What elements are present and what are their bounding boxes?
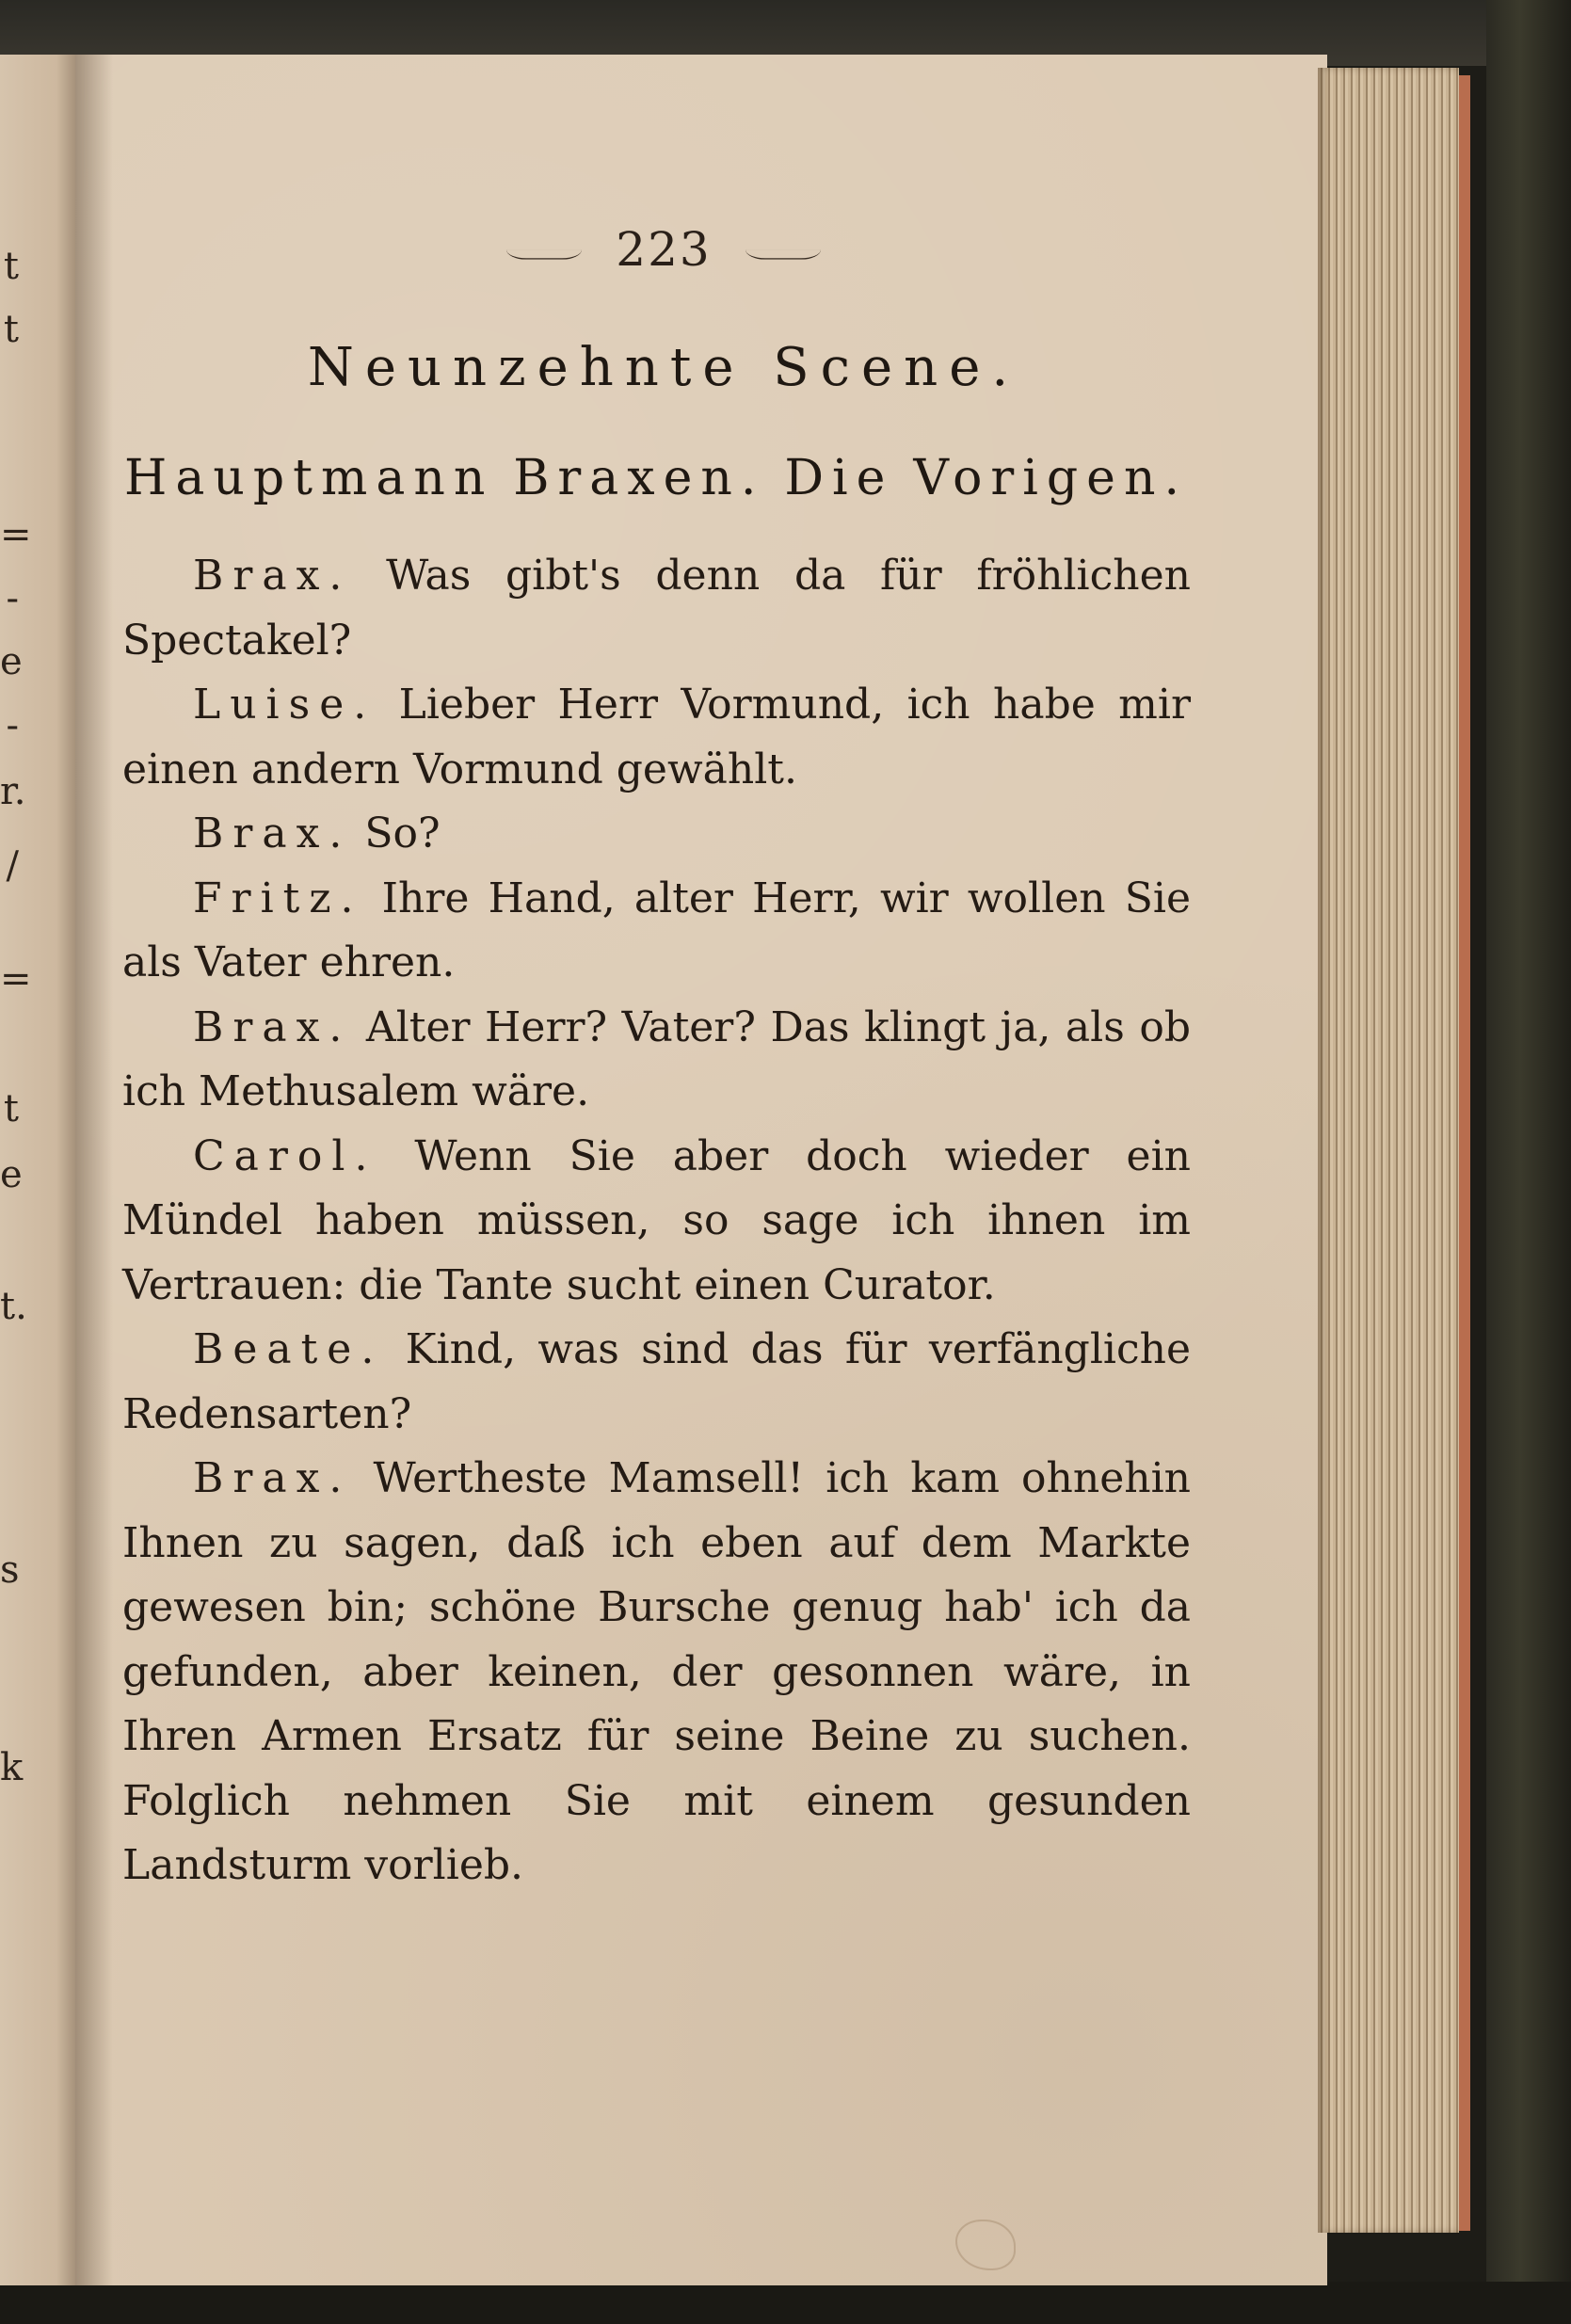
speech <box>122 1447 1191 1899</box>
page-number: 223 <box>616 222 712 277</box>
margin-fragment: - <box>6 577 19 620</box>
ornament-right-icon <box>745 249 821 260</box>
speech-text: Wenn Sie aber doch wieder ein Mündel haben müssen, so sage ich ihnen im Vertrauen: die Tante sucht einen Curator. <box>122 1131 1191 1309</box>
book-cover-bottom <box>0 2282 1571 2324</box>
red-page-edge <box>1459 75 1470 2231</box>
speech-text: Alter Herr? Vater? Das klingt ja, als ob ich Methusalem wäre. <box>122 1002 1191 1115</box>
margin-fragment: = <box>0 957 32 1001</box>
speech-text: Wertheste Mamsell! ich kam ohnehin Ihnen zu sagen, daß ich eben auf dem Markte gewesen bin; schöne Bursche genug hab' ich da gefunden, aber keinen, der gesonnen wäre, in Ihren Armen Ersatz für seine Beine zu suchen. Folglich nehmen Sie mit einem gesunden Landsturm vorlieb. <box>122 1454 1191 1889</box>
margin-fragment: s <box>0 1548 20 1592</box>
margin-fragment: t <box>3 1087 19 1130</box>
speaker-name: Brax. <box>193 1454 352 1502</box>
speaker-name: Brax. <box>193 1002 352 1051</box>
cast-word: Vorigen. <box>913 450 1188 506</box>
speaker-name: Luise. <box>193 681 377 729</box>
margin-fragment: t <box>3 245 19 288</box>
book-cover-right <box>1486 0 1571 2324</box>
margin-fragment: t <box>3 308 19 351</box>
scene-title: Neunzehnte Scene. <box>307 337 1020 398</box>
speaker-name: Fritz. <box>193 874 363 922</box>
page-header <box>75 222 1252 277</box>
dialogue-text <box>122 544 1191 1899</box>
margin-fragment: r. <box>0 770 26 813</box>
margin-fragment: k <box>0 1746 24 1789</box>
ornament-left-icon <box>506 249 582 260</box>
page-edge-stack <box>1318 68 1459 2233</box>
book-page <box>75 55 1327 2285</box>
cast-word: Die <box>784 450 894 506</box>
margin-fragment: e <box>0 640 23 683</box>
margin-fragment: e <box>0 1153 23 1196</box>
speech <box>122 867 1191 996</box>
speech <box>122 544 1191 673</box>
previous-page-strip <box>0 55 77 2285</box>
speaker-name: Carol. <box>193 1131 377 1180</box>
speech-text: Kind, was sind das für verfängliche Redensarten? <box>122 1325 1191 1438</box>
margin-fragment: / <box>6 844 19 888</box>
speech <box>122 996 1191 1125</box>
gutter-shadow <box>75 55 113 2285</box>
margin-fragment: t. <box>0 1285 27 1328</box>
speech-text: So? <box>364 809 441 857</box>
cast-word: Hauptmann <box>124 450 494 506</box>
speech <box>122 1318 1191 1447</box>
speech <box>122 802 1191 867</box>
speaker-name: Brax. <box>193 552 352 600</box>
cast-word: Braxen. <box>513 450 765 506</box>
paper-stain <box>955 2220 1016 2270</box>
cast-list <box>124 450 1188 506</box>
speech-text: Ihre Hand, alter Herr, wir wollen Sie als Vater ehren. <box>122 874 1191 986</box>
speech-text: Lieber Herr Vormund, ich habe mir einen andern Vormund gewählt. <box>122 681 1191 793</box>
speaker-name: Beate. <box>193 1325 384 1373</box>
margin-fragment: - <box>6 704 19 747</box>
speaker-name: Brax. <box>193 809 352 857</box>
speech <box>122 673 1191 802</box>
speech <box>122 1125 1191 1319</box>
margin-fragment: = <box>0 513 32 556</box>
speech-text: Was gibt's denn da für fröhlichen Spectakel? <box>122 552 1191 665</box>
